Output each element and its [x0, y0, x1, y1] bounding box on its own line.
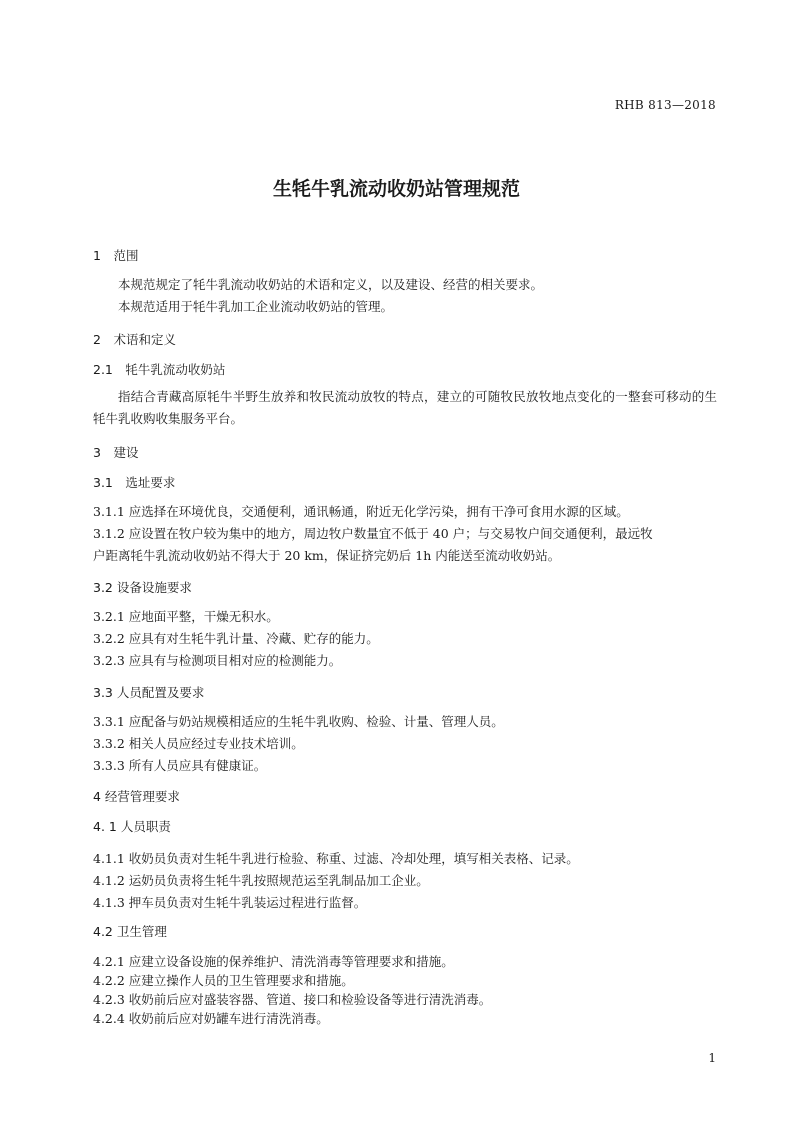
- clause-3-1-2-line-2: 户距离牦牛乳流动收奶站不得大于 20 km，保证挤完奶后 1h 内能送至流动收奶站。: [93, 548, 561, 563]
- document-code: RHB 813—2018: [614, 98, 716, 112]
- section-4-1-heading: 4. 1 人员职责: [93, 819, 171, 834]
- clause-4-2-4: 4.2.4 收奶前后应对奶罐车进行清洗消毒。: [93, 1011, 329, 1026]
- section-2-1-definition: 指结合青藏高原牦牛半野生放养和牧民流动放牧的特点，建立的可随牧民放牧地点变化的一整套可移动的生牦牛乳收购收集服务平台。: [93, 389, 717, 426]
- clause-3-3-3: 3.3.3 所有人员应具有健康证。: [93, 758, 267, 773]
- section-3-1-heading: 3.1 选址要求: [93, 475, 176, 490]
- clause-3-1-2-line-1: 3.1.2 应设置在牧户较为集中的地方，周边牧户数量宜不低于 40 户；与交易牧户间交通便利，最远牧: [93, 526, 653, 541]
- section-3-heading: 3 建设: [93, 445, 139, 460]
- section-3-3-heading: 3.3 人员配置及要求: [93, 685, 205, 700]
- section-3-2-heading: 3.2 设备设施要求: [93, 580, 192, 595]
- clause-3-2-2: 3.2.2 应具有对生牦牛乳计量、冷藏、贮存的能力。: [93, 631, 379, 646]
- section-1-heading: 1 范围: [93, 248, 139, 263]
- page-title: 生牦牛乳流动收奶站管理规范: [272, 178, 520, 200]
- clause-3-2-1: 3.2.1 应地面平整，干燥无积水。: [93, 609, 279, 624]
- clause-4-1-1: 4.1.1 收奶员负责对生牦牛乳进行检验、称重、过滤、冷却处理，填写相关表格、记录。: [93, 851, 579, 866]
- clause-4-2-3: 4.2.3 收奶前后应对盛装容器、管道、接口和检验设备等进行清洗消毒。: [93, 992, 492, 1007]
- clause-3-1-1: 3.1.1 应选择在环境优良，交通便利，通讯畅通，附近无化学污染，拥有干净可食用水源的区域。: [93, 504, 629, 519]
- clause-4-1-3: 4.1.3 押车员负责对生牦牛乳装运过程进行监督。: [93, 895, 367, 910]
- section-4-heading: 4 经营管理要求: [93, 789, 180, 804]
- section-1-paragraph-2: 本规范适用于牦牛乳加工企业流动收奶站的管理。: [118, 299, 394, 314]
- section-4-2-heading: 4.2 卫生管理: [93, 924, 167, 939]
- clause-4-1-2: 4.1.2 运奶员负责将生牦牛乳按照规范运至乳制品加工企业。: [93, 873, 429, 888]
- page-number: 1: [708, 1051, 716, 1065]
- clause-3-3-2: 3.3.2 相关人员应经过专业技术培训。: [93, 736, 304, 751]
- section-2-1-heading: 2.1 牦牛乳流动收奶站: [93, 362, 226, 377]
- clause-3-2-3: 3.2.3 应具有与检测项目相对应的检测能力。: [93, 653, 342, 668]
- section-1-paragraph-1: 本规范规定了牦牛乳流动收奶站的术语和定义，以及建设、经营的相关要求。: [118, 277, 544, 292]
- section-2-heading: 2 术语和定义: [93, 332, 176, 347]
- clause-4-2-2: 4.2.2 应建立操作人员的卫生管理要求和措施。: [93, 973, 354, 988]
- clause-3-3-1: 3.3.1 应配备与奶站规模相适应的生牦牛乳收购、检验、计量、管理人员。: [93, 714, 504, 729]
- clause-4-2-1: 4.2.1 应建立设备设施的保养维护、清洗消毒等管理要求和措施。: [93, 954, 454, 969]
